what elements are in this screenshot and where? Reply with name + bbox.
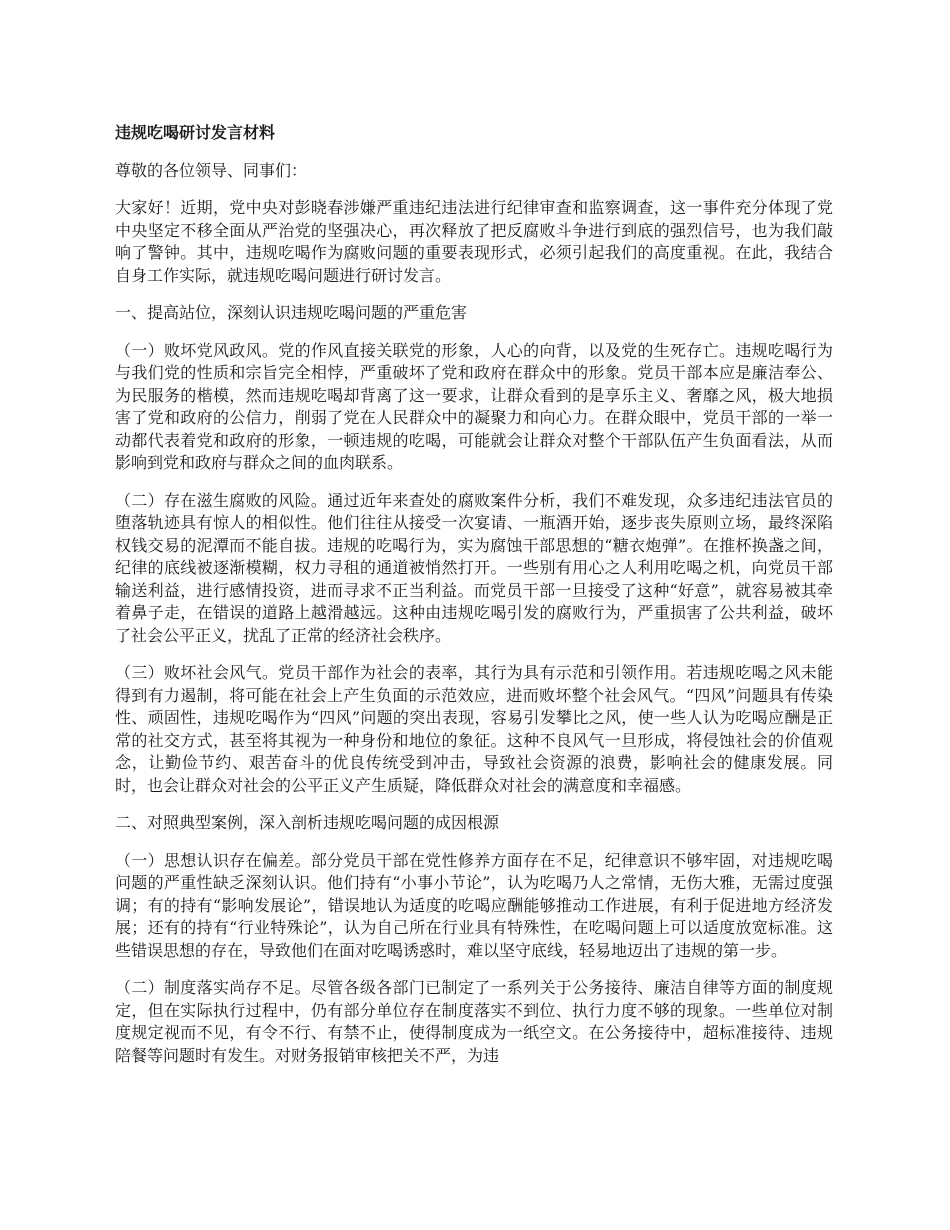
section-1-paragraph-1: （一）败坏党风政风。党的作风直接关联党的形象，人心的向背，以及党的生死存亡。违规吃喝行为与我们党的性质和宗旨完全相悖，严重破坏了党和政府在群众中的形象。党员干部本应是廉洁奉公、为民服务的楷模，然而违规吃喝却背离了这一要求，让群众看到的是享乐主义、奢靡之风，极大地损害了党和政府的公信力，削弱了党在人民群众中的凝聚力和向心力。在群众眼中，党员干部的一举一动都代表着党和政府的形象，一顿违规的吃喝，可能就会让群众对整个干部队伍产生负面看法，从而影响到党和政府与群众之间的血肉联系。 xyxy=(115,340,833,472)
section-1-heading: 一、提高站位，深刻认识违规吃喝问题的严重危害 xyxy=(115,303,468,322)
section-2-paragraph-2: （二）制度落实尚存不足。尽管各级各部门已制定了一系列关于公务接待、廉洁自律等方面的制度规定，但在实际执行过程中，仍有部分单位存在制度落实不到位、执行力度不够的现象。一些单位对制度规定视而不见，有令不行、有禁不止，使得制度成为一纸空文。在公务接待中，超标准接待、违规陪餐等问题时有发生。对财务报销审核把关不严，为违 xyxy=(115,978,833,1065)
document-page xyxy=(115,122,833,1082)
section-2-paragraph-1: （一）思想认识存在偏差。部分党员干部在党性修养方面存在不足，纪律意识不够牢固，对违规吃喝问题的严重性缺乏深刻认识。他们持有“小事小节论”，认为吃喝乃人之常情，无伤大雅，无需过度强调；有的持有“影响发展论”，错误地认为适度的吃喝应酬能够推动工作进展，有利于促进地方经济发展；还有的持有“行业特殊论”，认为自己所在行业具有特殊性，在吃喝问题上可以适度放宽标准。这些错误思想的存在，导致他们在面对吃喝诱惑时，难以坚守底线，轻易地迈出了违规的第一步。 xyxy=(115,850,833,960)
section-2-heading: 二、对照典型案例，深入剖析违规吃喝问题的成因根源 xyxy=(115,813,500,832)
section-1-paragraph-2: （二）存在滋生腐败的风险。通过近年来查处的腐败案件分析，我们不难发现，众多违纪违法官员的堕落轨迹具有惊人的相似性。他们往往从接受一次宴请、一瓶酒开始，逐步丧失原则立场，最终深陷权钱交易的泥潭而不能自拔。违规的吃喝行为，实为腐蚀干部思想的“糖衣炮弹”。在推杯换盏之间，纪律的底线被逐渐模糊，权力寻租的通道被悄然打开。一些别有用心之人利用吃喝之机，向党员干部输送利益，进行感情投资，进而寻求不正当利益。而党员干部一旦接受了这种“好意”，就容易被其牵着鼻子走，在错误的道路上越滑越远。这种由违规吃喝引发的腐败行为，严重损害了公共利益，破坏了社会公平正义，扰乱了正常的经济社会秩序。 xyxy=(115,490,833,645)
document-title: 违规吃喝研讨发言材料 xyxy=(115,123,276,142)
intro-paragraph: 大家好！近期，党中央对彭晓春涉嫌严重违纪违法进行纪律审查和监察调查，这一事件充分体现了党中央坚定不移全面从严治党的坚强决心，再次释放了把反腐败斗争进行到底的强烈信号，也为我们敲响了警钟。其中，违规吃喝作为腐败问题的重要表现形式，必须引起我们的高度重视。在此，我结合自身工作实际，就违规吃喝问题进行研讨发言。 xyxy=(115,198,833,285)
salutation: 尊敬的各位领导、同事们： xyxy=(115,160,308,180)
section-1-paragraph-3: （三）败坏社会风气。党员干部作为社会的表率，其行为具有示范和引领作用。若违规吃喝之风未能得到有力遏制，将可能在社会上产生负面的示范效应，进而败坏整个社会风气。“四风”问题具有传染性、顽固性，违规吃喝作为“四风”问题的突出表现，容易引发攀比之风，使一些人认为吃喝应酬是正常的社交方式，甚至将其视为一种身份和地位的象征。这种不良风气一旦形成，将侵蚀社会的价值观念，让勤俭节约、艰苦奋斗的优良传统受到冲击，导致社会资源的浪费，影响社会的健康发展。同时，也会让群众对社会的公平正义产生质疑，降低群众对社会的满意度和幸福感。 xyxy=(115,663,833,795)
